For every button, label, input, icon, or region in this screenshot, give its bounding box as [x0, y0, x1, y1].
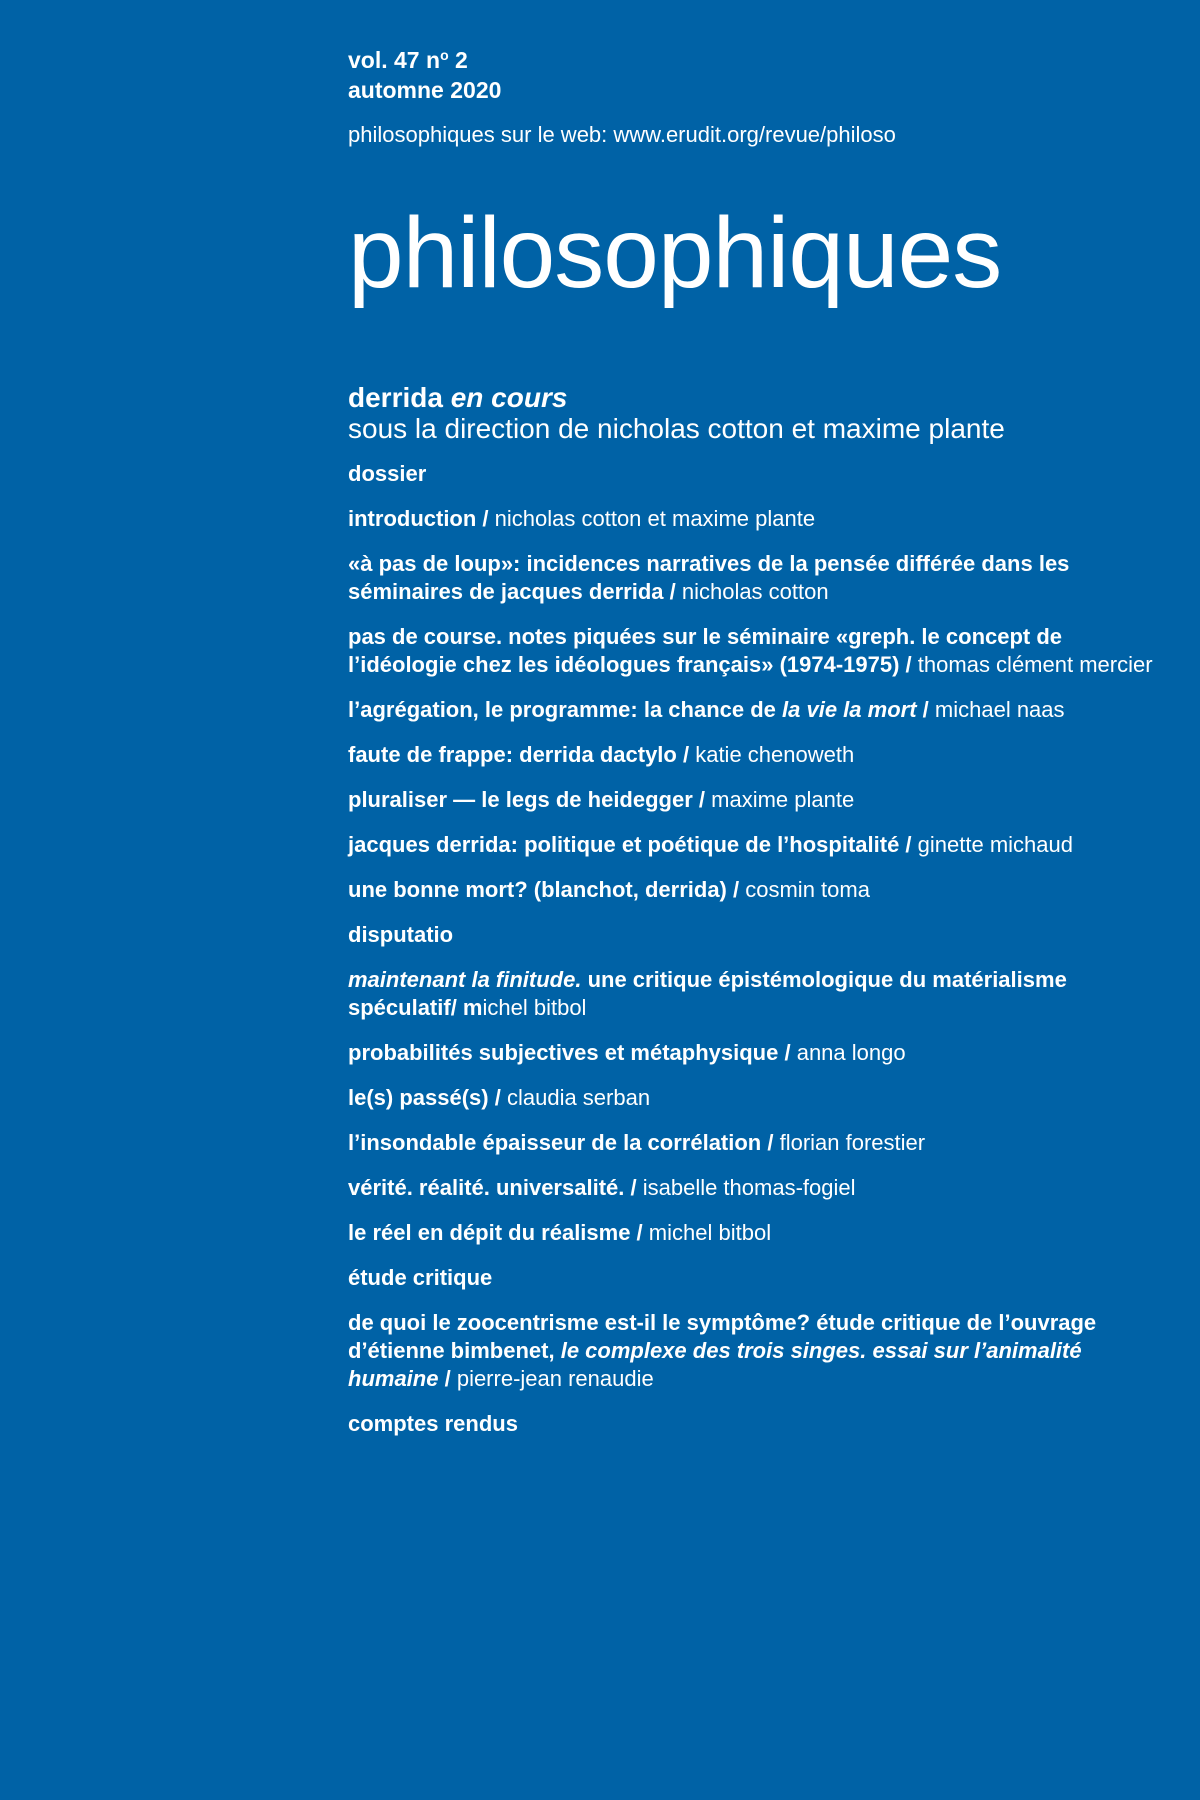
entry-author: claudia serban — [506, 1085, 651, 1110]
entry-title-after: une critique épistémologique du matérialisme spéculatif/ m — [348, 967, 1067, 1020]
entry-title: vérité. réalité. universalité. / — [348, 1175, 637, 1200]
toc-entry — [348, 505, 1168, 533]
toc-entry — [348, 623, 1168, 679]
entry-title: introduction / — [348, 506, 489, 531]
toc-entry — [348, 1129, 1168, 1157]
entry-title: jacques derrida: politique et poétique de l’hospitalité / — [348, 832, 912, 857]
entry-author: nicholas cotton — [681, 579, 829, 604]
section-heading-etude-critique: étude critique — [348, 1265, 493, 1290]
entry-title-italic: maintenant la finitude. — [348, 967, 582, 992]
toc-entry — [348, 550, 1168, 606]
entry-title-after: / — [438, 1366, 451, 1391]
entry-author: thomas clément mercier — [917, 652, 1153, 677]
toc-entry — [348, 1219, 1168, 1247]
entry-title-italic: le complexe des trois singes. essai sur l’animalité humaine — [348, 1338, 1082, 1391]
entry-title-before: l’agrégation, le programme: la chance de — [348, 697, 783, 722]
entry-author: katie chenoweth — [695, 742, 855, 767]
entry-title: le(s) passé(s) / — [348, 1085, 501, 1110]
entry-author: nicholas cotton et maxime plante — [494, 506, 816, 531]
section-heading-disputatio: disputatio — [348, 922, 454, 947]
entry-author: ginette michaud — [917, 832, 1073, 857]
entry-title-before: de quoi le zoocentrisme est-il le symptôme? étude critique de l’ouvrage d’étienne bimbenet, — [348, 1310, 1097, 1363]
entry-author: florian forestier — [779, 1130, 926, 1155]
issue-number-sup: o — [440, 47, 449, 63]
issue-volume-number — [348, 40, 1168, 75]
journal-title: philosophiques — [348, 197, 1002, 309]
section-heading-comptes-rendus: comptes rendus — [348, 1411, 518, 1436]
theme-title: derrida — [348, 382, 443, 413]
issue-number-prefix: n — [426, 47, 441, 73]
toc-entry — [348, 966, 1168, 1022]
entry-title: faute de frappe: derrida dactylo / — [348, 742, 690, 767]
entry-title: le réel en dépit du réalisme / — [348, 1220, 643, 1245]
toc-entry — [348, 1039, 1168, 1067]
entry-title-after: / — [916, 697, 929, 722]
toc-entry — [348, 696, 1168, 724]
toc-entry — [348, 1084, 1168, 1112]
theme-title-italic: en cours — [450, 382, 568, 413]
web-line: philosophiques sur le web: www.erudit.org/revue/philoso — [348, 122, 896, 147]
entry-title: une bonne mort? (blanchot, derrida) / — [348, 877, 740, 902]
entry-author: cosmin toma — [745, 877, 870, 902]
toc-entry — [348, 1174, 1168, 1202]
toc-entry — [348, 876, 1168, 904]
section-heading-dossier: dossier — [348, 461, 427, 486]
theme-title-line — [348, 382, 1168, 413]
entry-title: pas de course. notes piquées sur le séminaire «greph. le concept de l’idéologie chez les idéologues français» (1974-1975) / — [348, 624, 1063, 677]
toc-entry — [348, 831, 1168, 859]
entry-author: ichel bitbol — [482, 995, 587, 1020]
theme-direction: sous la direction de nicholas cotton et maxime plante — [348, 413, 1005, 444]
entry-author: pierre-jean renaudie — [456, 1366, 654, 1391]
issue-info — [348, 40, 1168, 105]
entry-author: michel bitbol — [648, 1220, 772, 1245]
entry-title: l’insondable épaisseur de la corrélation / — [348, 1130, 774, 1155]
entry-title-italic: la vie la mort — [782, 697, 917, 722]
toc-entry — [348, 741, 1168, 769]
entry-title: «à pas de loup»: incidences narratives de la pensée différée dans les séminaires de jacques derrida / — [348, 551, 1070, 604]
entry-author: michael naas — [934, 697, 1065, 722]
issue-season: automne 2020 — [348, 77, 502, 103]
toc-entry — [348, 786, 1168, 814]
issue-volume: vol. 47 — [348, 47, 420, 73]
theme-block — [348, 382, 1168, 444]
toc-entry — [348, 1309, 1168, 1393]
issue-number: 2 — [448, 47, 468, 73]
entry-author: anna longo — [796, 1040, 906, 1065]
entry-author: maxime plante — [711, 787, 855, 812]
entry-author: isabelle thomas-fogiel — [642, 1175, 856, 1200]
table-of-contents — [348, 460, 1168, 1455]
entry-title: pluraliser — le legs de heidegger / — [348, 787, 706, 812]
entry-title: probabilités subjectives et métaphysique / — [348, 1040, 791, 1065]
